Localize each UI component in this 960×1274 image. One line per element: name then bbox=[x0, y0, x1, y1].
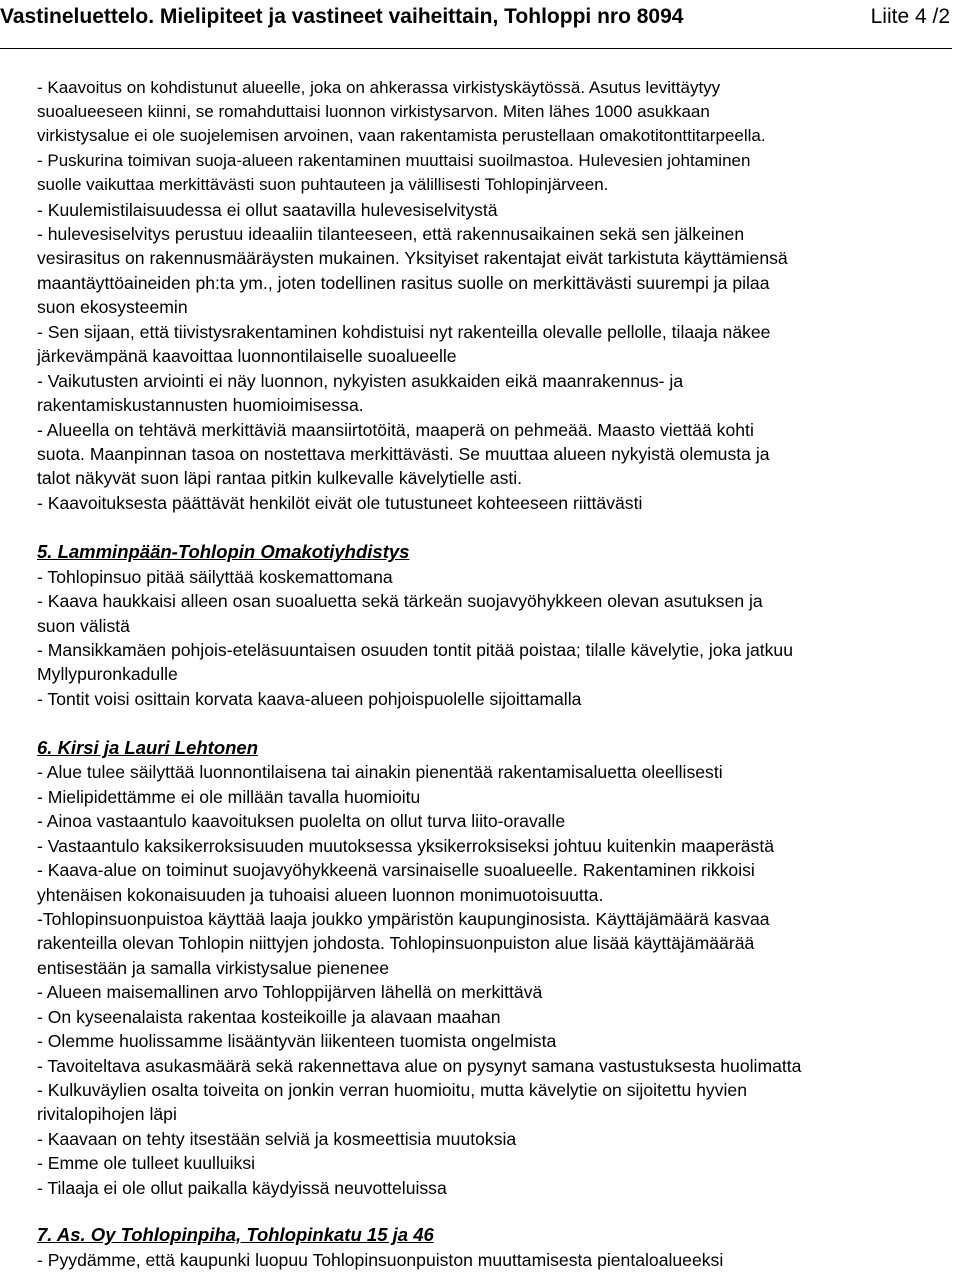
paragraph-line: - Olemme huolissamme lisääntyvän liikenteen tuomista ongelmista bbox=[37, 1031, 557, 1051]
paragraph-line: - On kyseenalaista rakentaa kosteikoille ja alavaan maahan bbox=[37, 1007, 501, 1027]
paragraph-line: suoalueeseen kiinni, se romahduttaisi luonnon virkistysarvon. Miten lähes 1000 asukkaan bbox=[37, 102, 710, 121]
paragraph-line: - Alueella on tehtävä merkittäviä maansiirtotöitä, maaperä on pehmeää. Maasto viettää kohti bbox=[37, 420, 754, 440]
paragraph-line: rakentamiskustannusten huomioimisessa. bbox=[37, 395, 364, 415]
section-heading: 6. Kirsi ja Lauri Lehtonen bbox=[37, 737, 259, 758]
paragraph-line: yhtenäisen kokonaisuuden ja tuhoaisi alueen luonnon monimuotoisuutta. bbox=[37, 885, 604, 905]
paragraph-line: - Puskurina toimivan suoja-alueen rakentaminen muuttaisi suoilmastoa. Hulevesien johtaminen bbox=[37, 151, 751, 170]
paragraph-line: - Sen sijaan, että tiivistysrakentaminen kohdistuisi nyt rakenteilla olevalle pellolle, tilaaja näkee bbox=[37, 322, 771, 342]
header-divider bbox=[0, 48, 952, 49]
paragraph-line: - Kuulemistilaisuudessa ei ollut saatavilla hulevesiselvitystä bbox=[37, 200, 498, 220]
page-number: Liite 4 /2 bbox=[870, 5, 950, 28]
paragraph-line: virkistysalue ei ole suojelemisen arvoinen, vaan rakentamista perustellaan omakotitonttitarpeella. bbox=[37, 126, 766, 145]
paragraph-line: vesirasitus on rakennusmääräysten mukainen. Yksityiset rakentajat eivät tarkistuta käyttämiensä bbox=[37, 248, 788, 268]
paragraph-line: rivitalopihojen läpi bbox=[37, 1104, 177, 1124]
paragraph-line: - Kaava haukkaisi alleen osan suoaluetta sekä tärkeän suojavyöhykkeen olevan asutuksen ja bbox=[37, 591, 763, 611]
paragraph-line: järkevämpänä kaavoittaa luonnontilaiselle suoalueelle bbox=[37, 346, 457, 366]
paragraph-line: - Tontit voisi osittain korvata kaava-alueen pohjoispuolelle sijoittamalla bbox=[37, 689, 582, 709]
paragraph-line: - Kaavoituksesta päättävät henkilöt eivät ole tutustuneet kohteeseen riittävästi bbox=[37, 493, 643, 513]
paragraph-line: suolle vaikuttaa merkittävästi suon puhtauteen ja välillisesti Tohlopinjärveen. bbox=[37, 175, 609, 194]
paragraph-line: - Tohlopinsuo pitää säilyttää koskemattomana bbox=[37, 567, 393, 587]
document-title: Vastineluettelo. Mielipiteet ja vastineet vaiheittain, Tohloppi nro 8094 bbox=[0, 5, 684, 28]
paragraph-line: - Kulkuväylien osalta toiveita on jonkin verran huomioitu, mutta kävelytie on sijoitettu hyvien bbox=[37, 1080, 747, 1100]
paragraph-line: entisestään ja samalla virkistysalue pienenee bbox=[37, 958, 390, 978]
paragraph-line: - Vastaantulo kaksikerroksisuuden muutoksessa yksikerroksiseksi johtuu kuitenkin maaperästä bbox=[37, 836, 774, 856]
paragraph-line: Myllypuronkadulle bbox=[37, 664, 178, 684]
paragraph-line: - Emme ole tulleet kuulluiksi bbox=[37, 1153, 256, 1173]
page-header bbox=[0, 0, 960, 34]
section-heading: 7. As. Oy Tohlopinpiha, Tohlopinkatu 15 ja 46 bbox=[37, 1224, 434, 1245]
paragraph-line: - Tavoiteltava asukasmäärä sekä rakennettava alue on pysynyt samana vastustuksesta huolimatta bbox=[37, 1056, 802, 1076]
paragraph-line: suon ekosysteemin bbox=[37, 297, 188, 317]
paragraph-line: - Alue tulee säilyttää luonnontilaisena tai ainakin pienentää rakentamisaluetta oleellisesti bbox=[37, 762, 723, 782]
section-heading: 5. Lamminpään-Tohlopin Omakotiyhdistys bbox=[37, 541, 410, 562]
paragraph-line: - Mansikkamäen pohjois-eteläsuuntaisen osuuden tontit pitää poistaa; tilalle kävelytie, joka jatkuu bbox=[37, 640, 793, 660]
paragraph-line: - Tilaaja ei ole ollut paikalla käydyissä neuvotteluissa bbox=[37, 1178, 447, 1198]
paragraph-line: -Tohlopinsuonpuistoa käyttää laaja joukko ympäristön kaupunginosista. Käyttäjämäärä kasvaa bbox=[37, 909, 770, 929]
paragraph-line: - Kaavoitus on kohdistunut alueelle, joka on ahkerassa virkistyskäytössä. Asutus levittäytyy bbox=[37, 78, 721, 97]
paragraph-line: maantäyttöaineiden ph:ta ym., joten todellinen rasitus suolle on merkittävästi suurempi ja pilaa bbox=[37, 273, 770, 293]
paragraph-line: - Ainoa vastaantulo kaavoituksen puolelta on ollut turva liito-oravalle bbox=[37, 811, 566, 831]
paragraph-line: - hulevesiselvitys perustuu ideaaliin tilanteeseen, että rakennusaikainen sekä sen jälkeinen bbox=[37, 224, 745, 244]
paragraph-line: - Kaava-alue on toiminut suojavyöhykkeenä varsinaiselle suoalueelle. Rakentaminen rikkoisi bbox=[37, 860, 755, 880]
paragraph-line: - Pyydämme, että kaupunki luopuu Tohlopinsuonpuiston muuttamisesta pientaloalueeksi bbox=[37, 1250, 724, 1270]
paragraph-line: - Alueen maisemallinen arvo Tohloppijärven lähellä on merkittävä bbox=[37, 982, 543, 1002]
paragraph-line: talot näkyvät suon läpi rantaa pitkin kulkevalle kävelytielle asti. bbox=[37, 468, 523, 488]
paragraph-line: suon välistä bbox=[37, 616, 130, 636]
paragraph-line: rakenteilla olevan Tohlopin niittyjen johdosta. Tohlopinsuonpuiston alue lisää käyttäjämäärää bbox=[37, 933, 755, 953]
paragraph-line: - Kaavaan on tehty itsestään selviä ja kosmeettisia muutoksia bbox=[37, 1129, 517, 1149]
paragraph-line: - Vaikutusten arviointi ei näy luonnon, nykyisten asukkaiden eikä maanrakennus- ja bbox=[37, 371, 684, 391]
paragraph-line: suota. Maanpinnan tasoa on nostettava merkittävästi. Se muuttaa alueen nykyistä olemusta ja bbox=[37, 444, 770, 464]
paragraph-line: - Mielipidettämme ei ole millään tavalla huomioitu bbox=[37, 787, 421, 807]
